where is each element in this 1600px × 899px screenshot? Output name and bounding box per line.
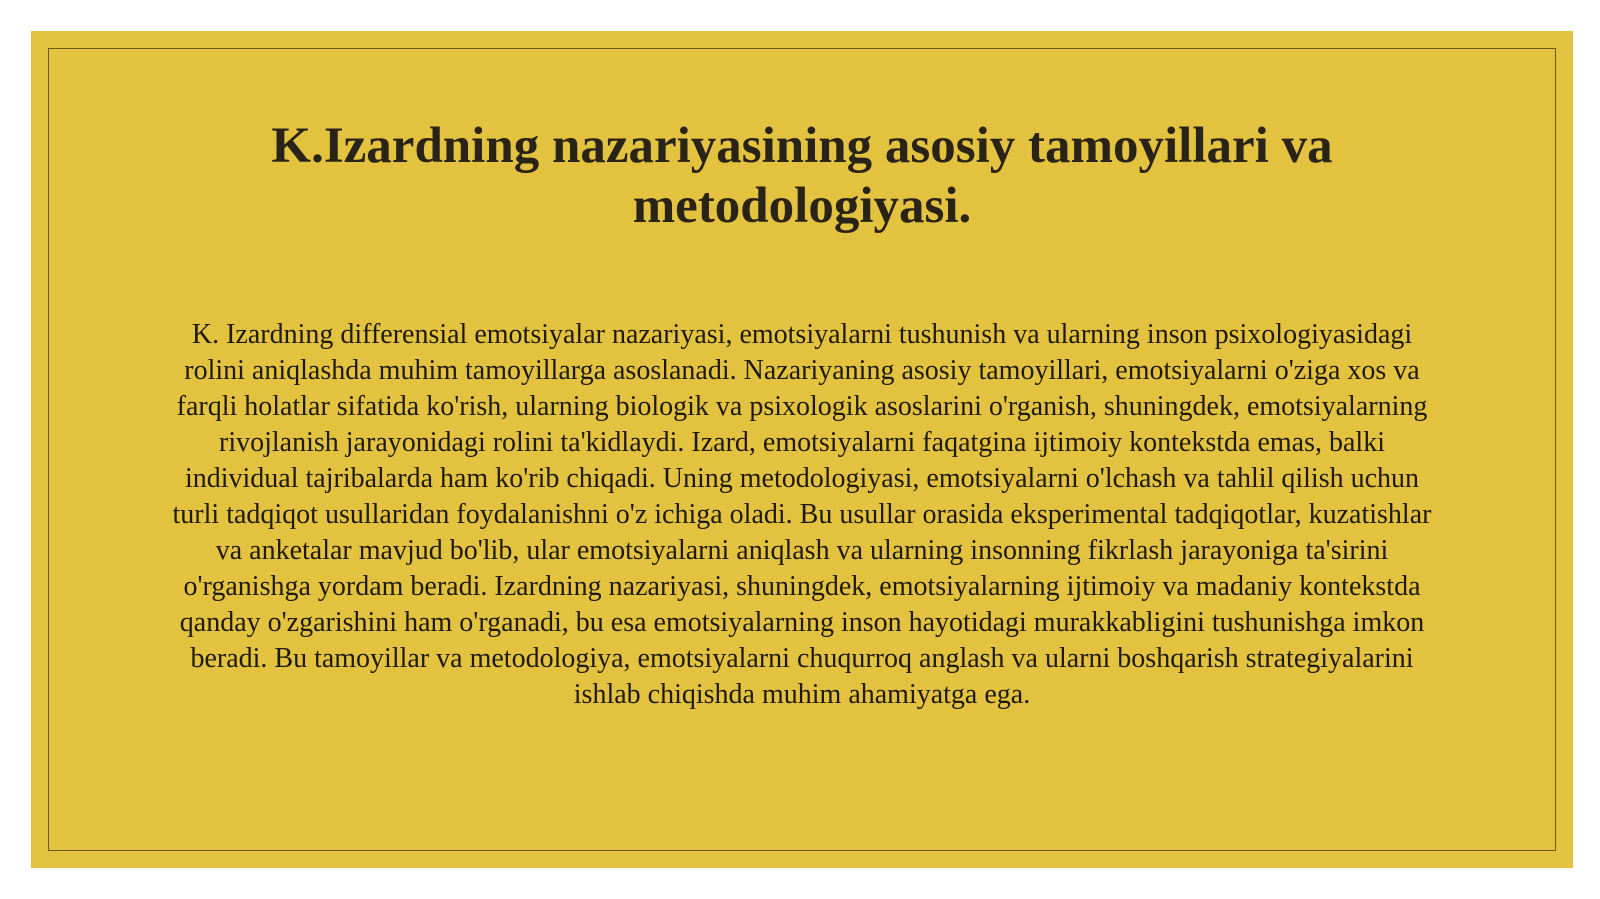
slide [31,31,1573,868]
slide-title: K.Izardning nazariyasining asosiy tamoyillari va metodologiyasi. [271,118,1333,234]
slide-body-text: K. Izardning differensial emotsiyalar nazariyasi, emotsiyalarni tushunish va ularning inson psixologiyasidagi rolini aniqlashda muhim tamoyillarga asoslanadi. Nazariyaning asosiy tamoyillari, emotsiyalarni o'ziga xos va farqli holatlar sifatida ko'rish, ularning biologik va psixologik asoslarini o'rganish, shuningdek, emotsiyalarning rivojlanish jarayonidagi rolini ta'kidlaydi. Izard, emotsiyalarni faqatgina ijtimoiy kontekstda emas, balki individual tajribalarda ham ko'rib chiqadi. Uning metodologiyasi, emotsiyalarni o'lchash va tahlil qilish uchun turli tadqiqot usullaridan foydalanishni o'z ichiga oladi. Bu usullar orasida eksperimental tadqiqotlar, kuzatishlar va anketalar mavjud bo'lib, ular emotsiyalarni aniqlash va ularning insonning fikrlash jarayoniga ta'sirini o'rganishga yordam beradi. Izardning nazariyasi, shuningdek, emotsiyalarning ijtimoiy va madaniy kontekstda qanday o'zgarishini ham o'rganadi, bu esa emotsiyalarning inson hayotidagi murakkabligini tushunishga imkon beradi. Bu tamoyillar va metodologiya, emotsiyalarni chuqurroq anglash va ularni boshqarish strategiyalarini ishlab chiqishda muhim ahamiyatga ega. [172,319,1432,710]
